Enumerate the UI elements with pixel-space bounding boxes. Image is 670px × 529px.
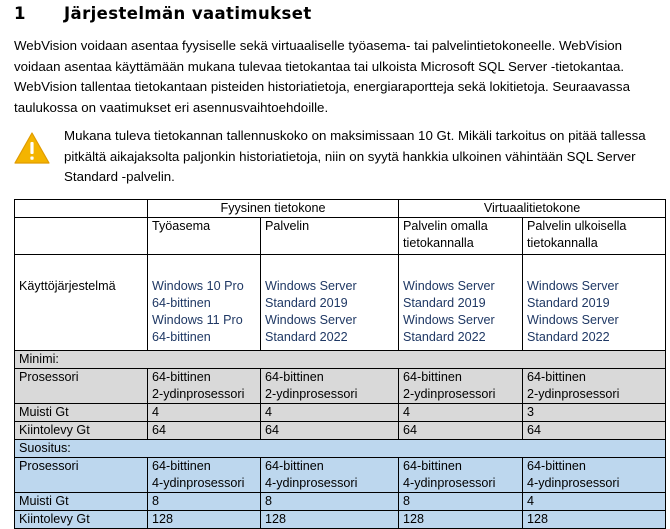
- table-cell: 8: [399, 493, 523, 511]
- group-header-virtual: Virtuaalitietokone: [399, 200, 666, 218]
- row-label: Muisti Gt: [15, 404, 148, 422]
- table-cell: 128: [148, 511, 261, 529]
- row-label: Kiintolevy Gt: [15, 511, 148, 529]
- table-cell: 4: [261, 404, 399, 422]
- os-cell: [523, 255, 666, 351]
- minimi-memory-row: [15, 404, 666, 422]
- table-cell: 4: [523, 493, 666, 511]
- intro-paragraph: WebVision voidaan asentaa fyysiselle sekä virtuaaliselle työasema- tai palvelintietokoneelle. WebVision voidaan asentaa käyttämään mukana tulevaa tietokantaa tai ulkoista Microsoft SQL Server -tietokantaa. WebVision tallentaa tietokantaan pisteiden historiatietoja, energiaraportteja sekä lokitietoja. Seuraavassa taulukossa on vaatimukset eri asennusvaihtoehdoille.: [14, 38, 630, 115]
- cell-line: 64-bittinen: [527, 370, 586, 384]
- os-line: Windows Server: [265, 313, 357, 327]
- section-label-minimi: Minimi:: [15, 351, 666, 369]
- os-line: Windows Server: [403, 279, 495, 293]
- row-label: Kiintolevy Gt: [15, 422, 148, 440]
- column-header: Palvelin ulkoisella tietokannalla: [523, 218, 666, 255]
- group-header-physical: Fyysinen tietokone: [148, 200, 399, 218]
- cell-line: 64-bittinen: [403, 459, 462, 473]
- table-cell: [523, 458, 666, 493]
- cell-line: 4-ydinprosessori: [403, 476, 496, 490]
- table-cell: 128: [523, 511, 666, 529]
- section-number: 1: [14, 4, 26, 23]
- table-cell: 64: [399, 422, 523, 440]
- os-line: Windows 10 Pro: [152, 279, 244, 293]
- cell-line: 64-bittinen: [527, 459, 586, 473]
- table-cell: [523, 369, 666, 404]
- cell-line: 4-ydinprosessori: [152, 476, 245, 490]
- os-line: 64-bittinen: [152, 296, 211, 310]
- cell-line: 64-bittinen: [152, 370, 211, 384]
- os-line: Standard 2022: [403, 330, 486, 344]
- table-cell: 64: [148, 422, 261, 440]
- table-cell: [148, 458, 261, 493]
- os-line: Windows 11 Pro: [152, 313, 243, 327]
- cell-line: 2-ydinprosessori: [403, 387, 496, 401]
- row-label: Prosessori: [15, 369, 148, 404]
- table-cell: [399, 458, 523, 493]
- table-cell: [15, 218, 148, 255]
- os-line: Standard 2019: [527, 296, 610, 310]
- table-cell: [15, 200, 148, 218]
- table-cell: 64: [523, 422, 666, 440]
- os-line: Standard 2019: [265, 296, 348, 310]
- cell-line: 64-bittinen: [265, 459, 324, 473]
- cell-line: 4-ydinprosessori: [527, 476, 620, 490]
- os-line: Standard 2022: [265, 330, 348, 344]
- table-cell: [148, 369, 261, 404]
- note-text: Mukana tuleva tietokannan tallennuskoko on maksimissaan 10 Gt. Mikäli tarkoitus on pitää tallessa pitkältä aikajaksolta paljonkin historiatietoja, niin on syytä hankkia ulkoinen vähintään SQL Server Standard -palvelin.: [64, 128, 646, 184]
- cell-line: 2-ydinprosessori: [152, 387, 245, 401]
- os-line: Windows Server: [527, 279, 619, 293]
- section-heading: [14, 4, 312, 23]
- section-label-suositus: Suositus:: [15, 440, 666, 458]
- cell-line: 2-ydinprosessori: [527, 387, 620, 401]
- row-label: Käyttöjärjestelmä: [15, 255, 148, 351]
- os-cell: [261, 255, 399, 351]
- group-header-row: [15, 200, 666, 218]
- column-header: Palvelin: [261, 218, 399, 255]
- table-cell: 8: [261, 493, 399, 511]
- os-line: 64-bittinen: [152, 330, 211, 344]
- requirements-table: [14, 199, 666, 529]
- minimi-disk-row: [15, 422, 666, 440]
- os-line: Standard 2022: [527, 330, 610, 344]
- column-header-row: [15, 218, 666, 255]
- suositus-disk-row: [15, 511, 666, 529]
- os-line: Windows Server: [265, 279, 357, 293]
- minimi-processor-row: [15, 369, 666, 404]
- cell-line: 64-bittinen: [152, 459, 211, 473]
- os-line: Windows Server: [403, 313, 495, 327]
- table-cell: [399, 369, 523, 404]
- suositus-section-row: [15, 440, 666, 458]
- column-header: Palvelin omalla tietokannalla: [399, 218, 523, 255]
- cell-line: 2-ydinprosessori: [265, 387, 358, 401]
- table-cell: 4: [148, 404, 261, 422]
- table-cell: 3: [523, 404, 666, 422]
- row-label: Prosessori: [15, 458, 148, 493]
- suositus-memory-row: [15, 493, 666, 511]
- suositus-processor-row: [15, 458, 666, 493]
- os-cell: [399, 255, 523, 351]
- cell-line: 64-bittinen: [265, 370, 324, 384]
- os-line: Windows Server: [527, 313, 619, 327]
- cell-line: 4-ydinprosessori: [265, 476, 358, 490]
- table-cell: 128: [399, 511, 523, 529]
- table-cell: 128: [261, 511, 399, 529]
- os-row: [15, 255, 666, 351]
- table-cell: [261, 458, 399, 493]
- warning-icon: [14, 131, 50, 165]
- os-line: Standard 2019: [403, 296, 486, 310]
- table-cell: [261, 369, 399, 404]
- cell-line: 64-bittinen: [403, 370, 462, 384]
- table-cell: 64: [261, 422, 399, 440]
- section-title: Järjestelmän vaatimukset: [64, 4, 312, 23]
- os-cell: [148, 255, 261, 351]
- table-cell: 8: [148, 493, 261, 511]
- row-label: Muisti Gt: [15, 493, 148, 511]
- column-header: Työasema: [148, 218, 261, 255]
- minimi-section-row: [15, 351, 666, 369]
- table-cell: 4: [399, 404, 523, 422]
